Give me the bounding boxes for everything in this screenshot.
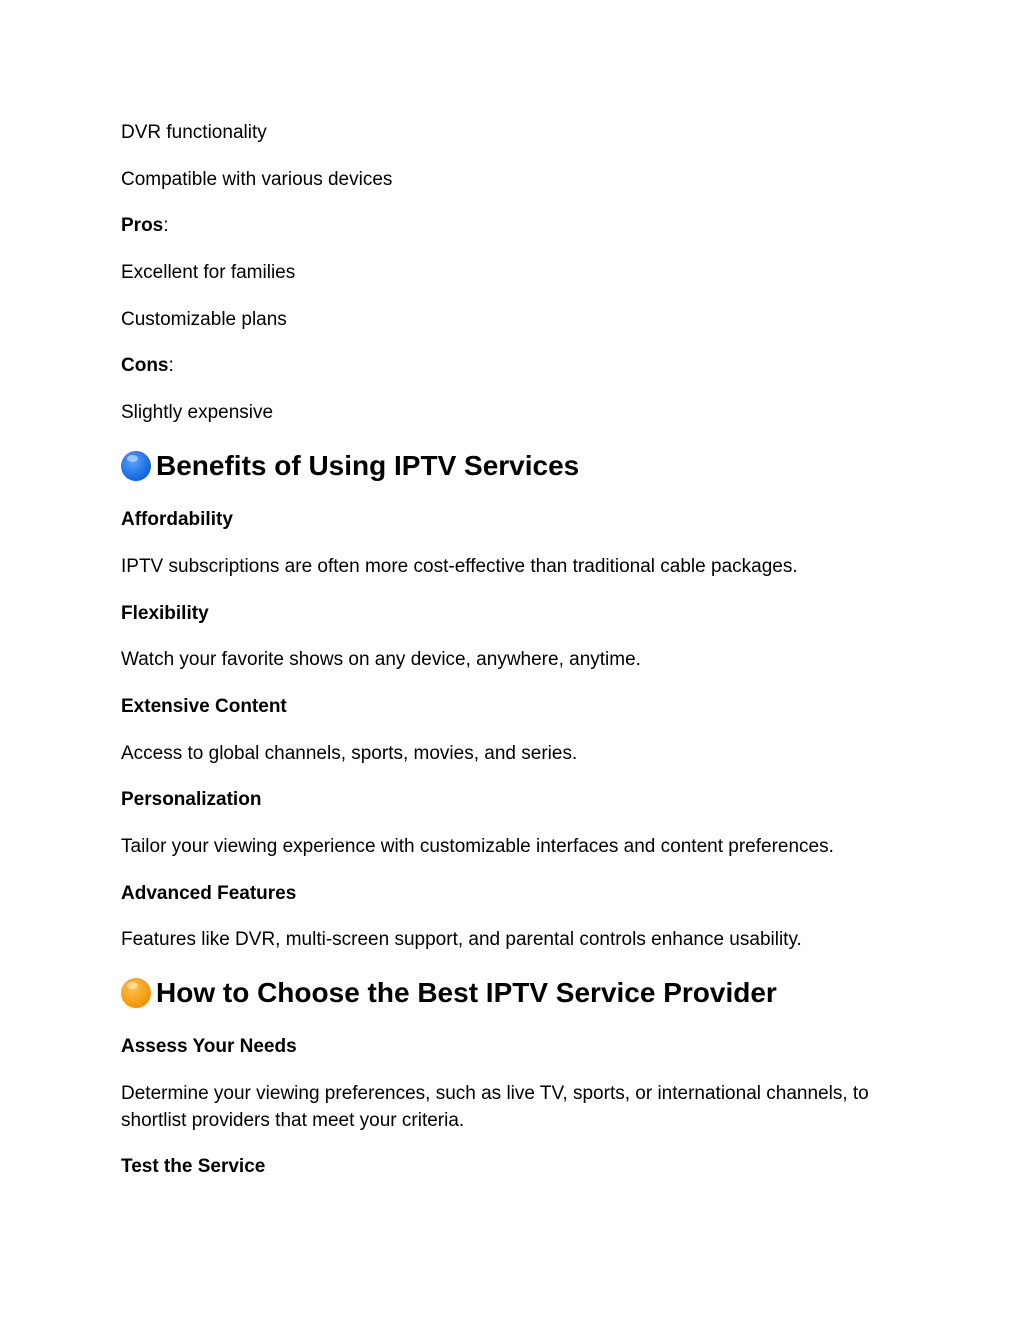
cons-label-text: Cons xyxy=(121,355,169,376)
feature-item: DVR functionality xyxy=(121,122,267,143)
section-title: Test the Service xyxy=(121,1156,266,1177)
choose-heading-text: How to Choose the Best IPTV Service Provider xyxy=(156,977,777,1008)
section-text: Access to global channels, sports, movies, and series. xyxy=(121,743,578,764)
blue-circle-icon xyxy=(121,451,151,481)
pros-item: Customizable plans xyxy=(121,309,287,330)
section-text: Determine your viewing preferences, such as live TV, sports, or international channels, to shortlist providers that meet your criteria. xyxy=(121,1083,869,1131)
benefits-heading xyxy=(121,448,579,484)
section-text: IPTV subscriptions are often more cost-effective than traditional cable packages. xyxy=(121,556,798,577)
benefits-heading-text: Benefits of Using IPTV Services xyxy=(156,450,580,481)
choose-heading xyxy=(121,975,777,1011)
section-title: Personalization xyxy=(121,789,262,810)
pros-item: Excellent for families xyxy=(121,262,296,283)
cons-colon: : xyxy=(168,355,174,376)
pros-label xyxy=(121,212,901,239)
section-title: Assess Your Needs xyxy=(121,1036,297,1057)
orange-circle-icon xyxy=(121,978,151,1008)
cons-label xyxy=(121,352,901,379)
section-title: Extensive Content xyxy=(121,696,287,717)
section-text: Features like DVR, multi-screen support, and parental controls enhance usability. xyxy=(121,929,802,950)
pros-colon: : xyxy=(163,215,169,236)
pros-label-text: Pros xyxy=(121,215,164,236)
section-text: Tailor your viewing experience with customizable interfaces and content preferences. xyxy=(121,836,834,857)
cons-item: Slightly expensive xyxy=(121,402,274,423)
section-title: Advanced Features xyxy=(121,883,297,904)
section-title: Affordability xyxy=(121,509,233,530)
section-text: Watch your favorite shows on any device, anywhere, anytime. xyxy=(121,649,641,670)
section-title: Flexibility xyxy=(121,603,209,624)
feature-item: Compatible with various devices xyxy=(121,169,393,190)
